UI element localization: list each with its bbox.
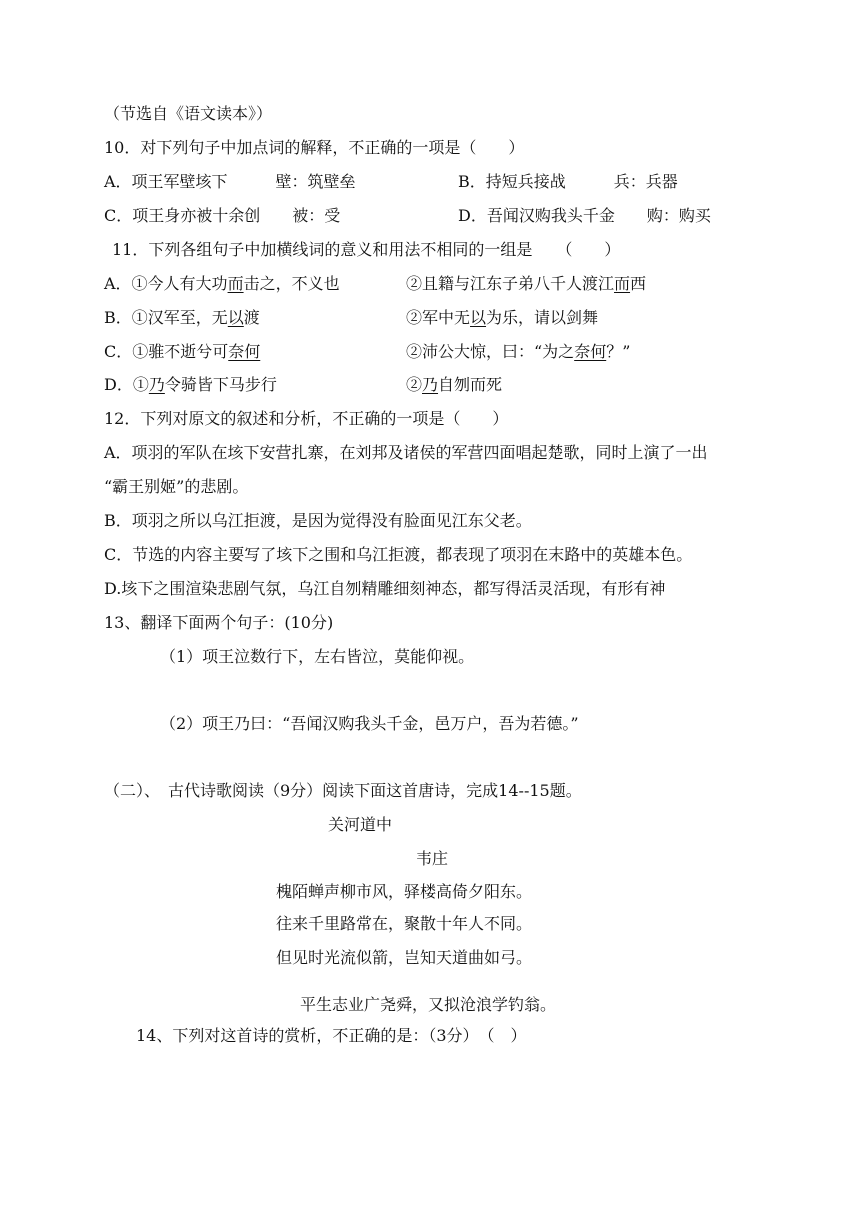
q12-option-a-line1: A．项羽的军队在垓下安营扎寨，在刘邦及诸侯的军营四面唱起楚歌，同时上演了一出 [104, 443, 708, 462]
poem-line-1: 槐陌蝉声柳市风，驿楼高倚夕阳东。 [276, 882, 533, 901]
q13-sentence-1: （1）项王泣数行下，左右皆泣，莫能仰视。 [160, 647, 475, 666]
poem-author: 韦庄 [416, 849, 449, 868]
q11-option-a2: ②且籍与江东子弟八千人渡江而西 [406, 274, 647, 293]
q11-option-b1: B．①汉军至，无以渡 [104, 308, 260, 327]
q11-option-c1: C．①骓不逝兮可奈何 [104, 342, 261, 361]
source-note: （节选自《语文读本》） [104, 104, 273, 123]
poem-line-3: 但见时光流似箭，岂知天道曲如弓。 [276, 948, 533, 967]
q11-option-d1: D．①乃令骑皆下马步行 [104, 375, 277, 394]
q10-option-b: B．持短兵接战 兵：兵器 [458, 172, 678, 191]
q14-stem: 14、下列对这首诗的赏析，不正确的是：（3分） （ ） [136, 1026, 527, 1045]
q13-sentence-2: （2）项王乃曰：“吾闻汉购我头千金，邑万户，吾为若德。” [160, 714, 579, 733]
q12-option-b: B．项羽之所以乌江拒渡，是因为觉得没有脸面见江东父老。 [104, 511, 532, 530]
q12-stem: 12．下列对原文的叙述和分析，不正确的一项是（ ） [104, 409, 509, 428]
q10-option-d: D．吾闻汉购我头千金 购：购买 [458, 206, 711, 225]
section-2-heading: （二）、 古代诗歌阅读（9分）阅读下面这首唐诗，完成14--15题。 [104, 781, 582, 800]
q12-option-d: D.垓下之围渲染悲剧气氛，乌江自刎精雕细刻神态，都写得活灵活现，有形有神 [104, 579, 666, 598]
q11-option-b2: ②军中无以为乐，请以剑舞 [406, 308, 599, 327]
q11-option-d2: ②乃自刎而死 [406, 375, 503, 394]
q11-option-a1: A．①今人有大功而击之，不义也 [104, 274, 340, 293]
q10-stem: 10．对下列句子中加点词的解释，不正确的一项是（ ） [104, 138, 525, 157]
poem-line-4: 平生志业广尧舜，又拟沧浪学钓翁。 [300, 995, 557, 1014]
poem-line-2: 往来千里路常在，聚散十年人不同。 [276, 914, 533, 933]
q13-stem: 13、翻译下面两个句子：(10分) [104, 613, 334, 632]
q11-option-c2: ②沛公大惊，曰：“为之奈何？” [406, 342, 631, 361]
q11-stem: 11．下列各组句子中加横线词的意义和用法不相同的一组是 （ ） [112, 240, 621, 259]
poem-title: 关河道中 [328, 815, 393, 834]
q10-option-c: C．项王身亦被十余创 被：受 [104, 206, 341, 225]
q10-option-a: A．项王军壁垓下 壁：筑壁垒 [104, 172, 356, 191]
q12-option-a-line2: “霸王别姬”的悲剧。 [104, 477, 249, 496]
q12-option-c: C．节选的内容主要写了垓下之围和乌江拒渡，都表现了项羽在末路中的英雄本色。 [104, 545, 693, 564]
